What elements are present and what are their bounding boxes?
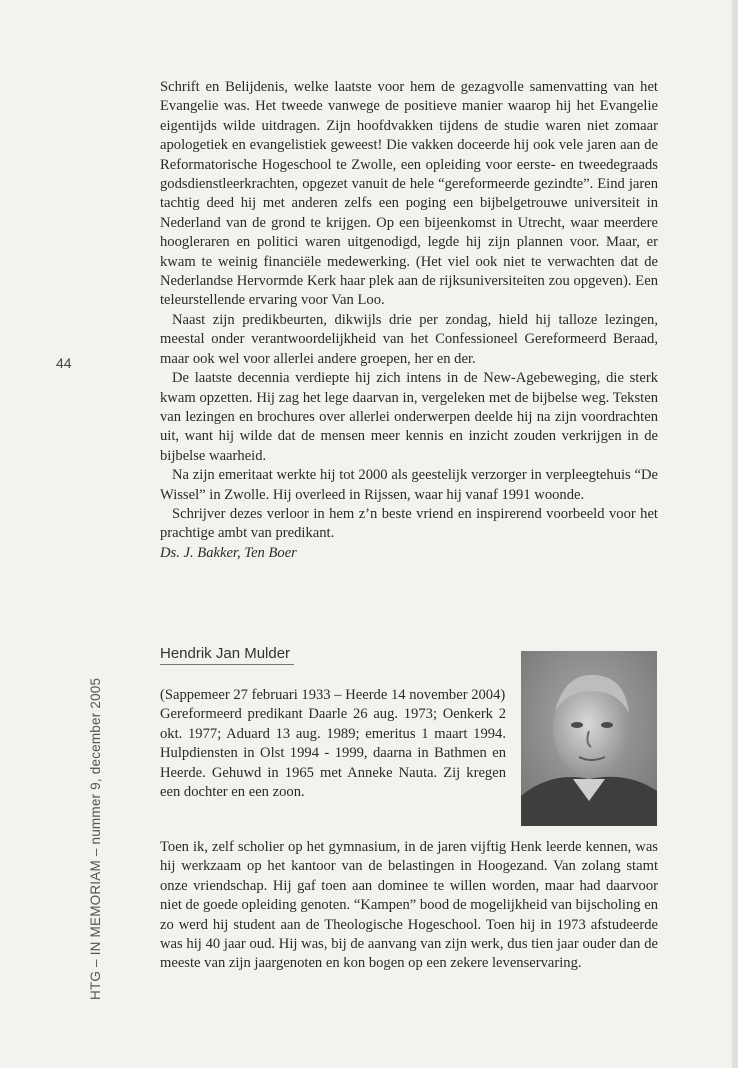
paragraph-2: Naast zijn predikbeurten, dikwijls drie per zondag, hield hij talloze lezingen, meestal onder verantwoordelijkheid van het Confessioneel Gereformeerd Beraad, maar ook wel voor allerlei andere groepen, her en der. [160, 311, 658, 367]
main-text-column [160, 78, 658, 563]
paragraph-3: De laatste decennia verdiepte hij zich intens in de New-Agebeweging, die sterk kwam opzetten. Hij zag het lege daarvan in, vergeleken met de bijbelse weg. Teksten van lezingen en brochures over allerlei onderwerpen deelde hij na zijn voordrachten uit, want hij wilde dat de mensen meer kennis en inzicht zouden verkrijgen in de bijbelse waarheid. [160, 370, 658, 464]
bottom-text [160, 838, 658, 974]
memoir-paragraph: Toen ik, zelf scholier op het gymnasium, in de jaren vijftig Henk leerde kennen, was hij werkzaam op het kantoor van de belastingen in Hoogezand. Van zolang stamt onze vriendschap. Hij gaf toen aan dominee te willen worden, maar had daarvoor niet de goede opleiding genoten. “Kampen” bood de mogelijkheid van bijscholing en zo werd hij student aan de Theologische Hogeschool. Toen hij in 1973 afstudeerde was hij 40 jaar oud. Hij was, bij de aanvang van zijn werk, dus tien jaar ouder dan de meeste van zijn jaargenoten en kon bogen op een zekere levenservaring. [160, 839, 658, 972]
paragraph-1: Schrift en Belijdenis, welke laatste voor hem de gezagvolle samenvatting van het Evangelie was. Het tweede vanwege de positieve manier waarop hij het Evangelie eigentijds wilde uitdragen. Zijn hoofdvakken tijdens de studie waren niet zomaar apologetiek en evangelistiek geweest! Die vakken doceerde hij ook vele jaren aan de Reformatorische Hogeschool te Zwolle, een opleiding voor eerste- en tweedegraads godsdienstleerkrachten, opgezet vanuit de hele “gereformeerde gezindte”. Eind jaren tachtig deed hij met anderen zelfs een poging een bijbelgetrouwe universiteit in Nederland van de grond te krijgen. Op een bijeenkomst in Utrecht, waar meerdere hoogleraren en politici waren uitgenodigd, legde hij zijn plannen voor. Maar, er kwam te weinig financiële medewerking. (Het viel ook niet te verwachten dat de Nederlandse Hervormde Kerk haar plek aan de rijksuniversiteiten zou opgeven). Een teleurstellende ervaring voor Van Loo. [160, 79, 658, 309]
section-heading: Hendrik Jan Mulder [160, 645, 294, 665]
biographical-data [160, 686, 506, 802]
portrait-photo [521, 651, 657, 826]
bio-career: Gereformeerd predikant Daarle 26 aug. 1973; Oenkerk 2 okt. 1977; Aduard 13 aug. 1989; emeritus 1 maart 1994. Hulpdiensten in Olst 1994 - 1999, daarna in Bathmen en Heerde. Gehuwd in 1965 met Anneke Nauta. Zij kregen een dochter en een zoon. [160, 706, 506, 801]
author-signature: Ds. J. Bakker, Ten Boer [160, 544, 297, 561]
page-number: 44 [56, 355, 72, 371]
bio-dates: (Sappemeer 27 februari 1933 – Heerde 14 november 2004) [160, 687, 506, 703]
running-head-vertical: HTG – IN MEMORIAM – nummer 9, december 2005 [88, 677, 103, 1000]
paragraph-4: Na zijn emeritaat werkte hij tot 2000 als geestelijk verzorger in verpleegtehuis “De Wissel” in Zwolle. Hij overleed in Rijssen, waar hij vanaf 1991 woonde. [160, 467, 658, 503]
page-edge-shadow [732, 0, 738, 1068]
paragraph-5: Schrijver dezes verloor in hem z’n beste vriend en inspirerend voorbeeld voor het prachtige ambt van predikant. [160, 505, 658, 542]
portrait-image [521, 651, 657, 826]
